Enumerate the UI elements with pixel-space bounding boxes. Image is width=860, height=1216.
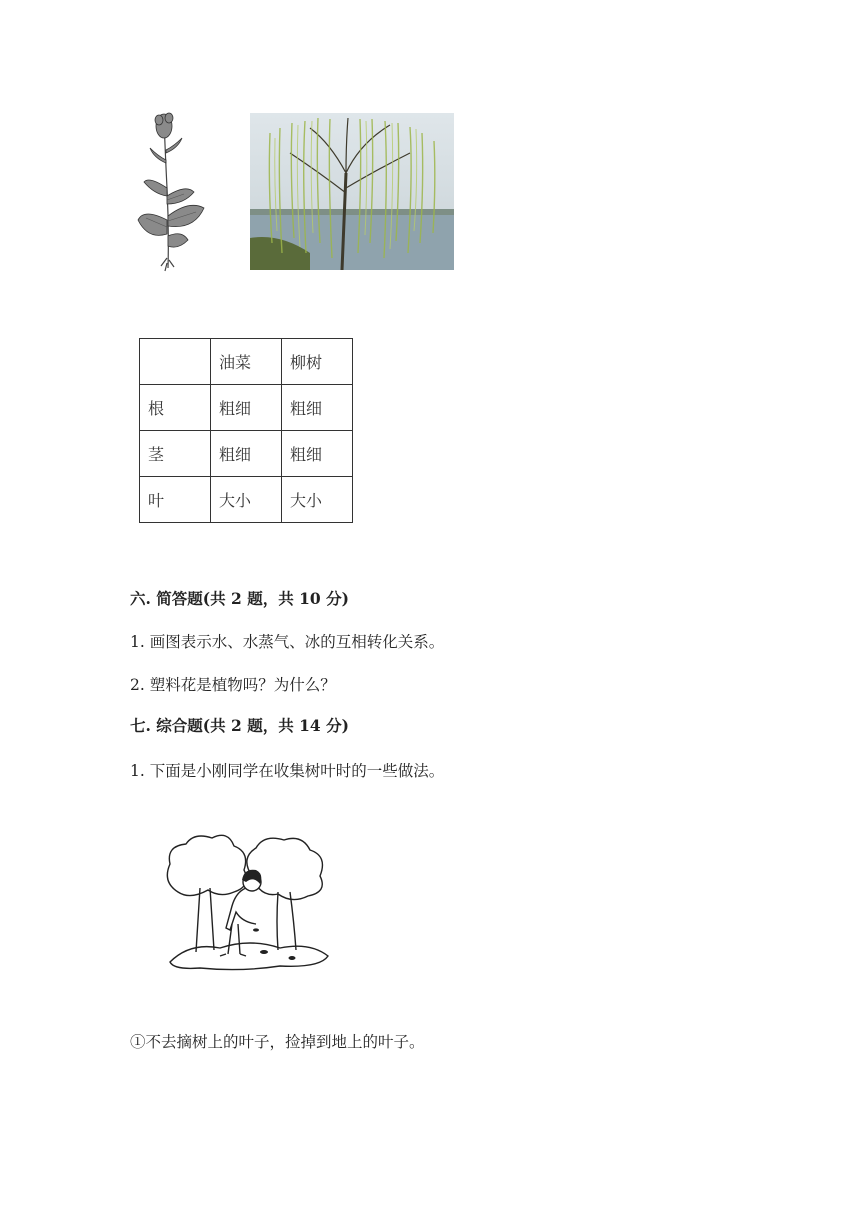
list-item: ①不去摘树上的叶子，捡掉到地上的叶子。 [130, 1033, 425, 1051]
table-cell: 根 [140, 385, 211, 431]
table-cell: 粗细 [211, 385, 282, 431]
table-cell: 大小 [282, 477, 353, 523]
child-collecting-leaves-image [160, 832, 332, 972]
table-cell: 粗细 [211, 431, 282, 477]
table-cell: 叶 [140, 477, 211, 523]
rapeseed-plant-image [134, 108, 210, 274]
table-cell: 油菜 [211, 339, 282, 385]
section-6-heading: 六. 简答题(共 2 题，共 10 分) [130, 589, 349, 608]
table-row [140, 385, 353, 431]
comparison-table [139, 338, 353, 523]
section-7-heading: 七. 综合题(共 2 题，共 14 分) [130, 716, 349, 735]
table-cell [140, 339, 211, 385]
table-row [140, 477, 353, 523]
table-row [140, 431, 353, 477]
question-2-text: 2. 塑料花是植物吗？为什么？ [130, 676, 336, 694]
question-1-text: 1. 画图表示水、水蒸气、冰的互相转化关系。 [130, 633, 445, 651]
willow-tree-image [250, 113, 454, 270]
table-header-row [140, 339, 353, 385]
table-cell: 柳树 [282, 339, 353, 385]
question-text: 1. 下面是小刚同学在收集树叶时的一些做法。 [130, 762, 445, 780]
table-cell: 大小 [211, 477, 282, 523]
table-cell: 茎 [140, 431, 211, 477]
table-cell: 粗细 [282, 385, 353, 431]
table-cell: 粗细 [282, 431, 353, 477]
